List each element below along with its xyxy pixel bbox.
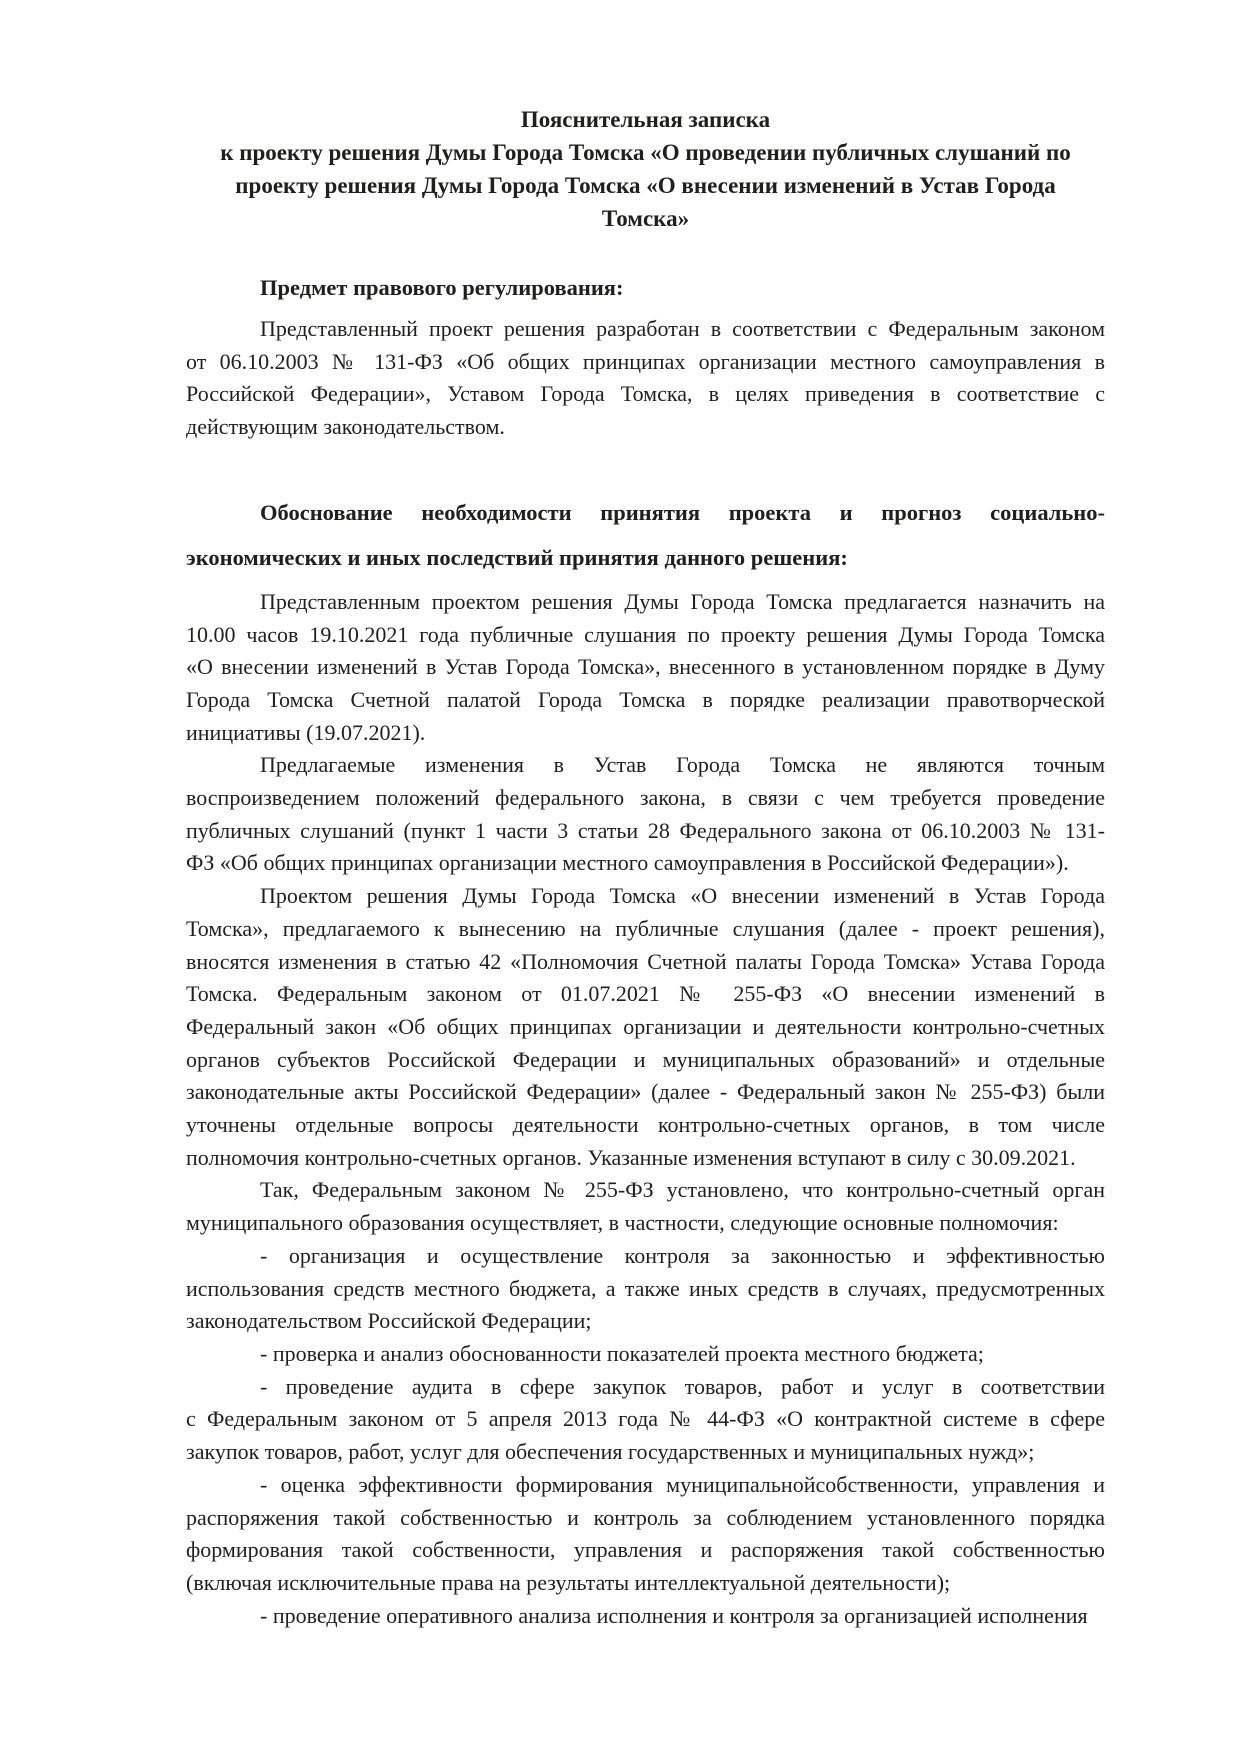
heading-line: экономических и иных последствий принятия данного решения: bbox=[186, 544, 848, 570]
text-line: Проектом решения Думы Города Томска «О внесении изменений в Устав Города bbox=[260, 883, 1105, 909]
paragraph bbox=[186, 1371, 1105, 1469]
title-line: к проекту решения Думы Города Томска «О проведении публичных слушаний по bbox=[220, 140, 1071, 165]
text-line: действующим законодательством. bbox=[186, 414, 505, 440]
text-line: Федеральный закон «Об общих принципах организации и деятельности контрольно-счетных bbox=[186, 1013, 1105, 1039]
text-line: «О внесении изменений в Устав Города Томска», внесенного в установленном порядке в Думу bbox=[186, 654, 1105, 680]
text-line: - проведение оперативного анализа исполнения и контроля за организацией исполнения bbox=[260, 1602, 1088, 1628]
text-line: (включая исключительные права на результаты интеллектуальной деятельности); bbox=[186, 1569, 951, 1595]
paragraph bbox=[186, 313, 1105, 444]
text-line: формирования такой собственности, управления и распоряжения такой собственностью bbox=[186, 1537, 1105, 1563]
text-line: - проведение аудита в сфере закупок товаров, работ и услуг в соответствии bbox=[260, 1373, 1105, 1399]
text-line: воспроизведением положений федерального закона, в связи с чем требуется проведение bbox=[186, 785, 1105, 811]
title-line: Томска» bbox=[601, 206, 690, 231]
text-line: от 06.10.2003 № 131-ФЗ «Об общих принципах организации местного самоуправления в bbox=[186, 348, 1105, 374]
text-line: муниципального образования осуществляет, в частности, следующие основные полномочия: bbox=[186, 1210, 1059, 1236]
section-heading bbox=[186, 271, 1105, 304]
paragraph bbox=[186, 1174, 1105, 1239]
text-line: Представленным проектом решения Думы Города Томска предлагается назначить на bbox=[260, 588, 1105, 614]
paragraph bbox=[186, 749, 1105, 880]
title-line: Пояснительная записка bbox=[520, 107, 771, 132]
paragraph bbox=[186, 880, 1105, 1174]
text-line: Города Томска Счетной палатой Города Томска в порядке реализации правотворческой bbox=[186, 686, 1105, 712]
text-line: полномочия контрольно-счетных органов. Указанные изменения вступают в силу с 30.09.2021. bbox=[186, 1144, 1076, 1170]
text-line: уточнены отдельные вопросы деятельности контрольно-счетных органов, в том числе bbox=[186, 1112, 1105, 1138]
text-line: с Федеральным законом от 5 апреля 2013 года № 44-ФЗ «О контрактной системе в сфере bbox=[186, 1406, 1105, 1432]
text-line: публичных слушаний (пункт 1 части 3 статьи 28 Федерального закона от 06.10.2003 № 131- bbox=[186, 817, 1105, 843]
text-line: Предлагаемые изменения в Устав Города Томска не являются точным bbox=[260, 752, 1105, 778]
paragraph bbox=[186, 586, 1105, 750]
text-line: 10.00 часов 19.10.2021 года публичные слушания по проекту решения Думы Города Томска bbox=[186, 621, 1105, 647]
text-line: Томска. Федеральным законом от 01.07.2021 № 255-ФЗ «О внесении изменений в bbox=[186, 981, 1105, 1007]
text-line: Российской Федерации», Уставом Города Томска, в целях приведения в соответствие с bbox=[186, 381, 1105, 407]
text-line: Так, Федеральным законом № 255-ФЗ установлено, что контрольно-счетный орган bbox=[260, 1177, 1105, 1203]
text-line: ФЗ «Об общих принципах организации местного самоуправления в Российской Федерации»). bbox=[186, 850, 1069, 876]
paragraph bbox=[186, 1338, 1105, 1371]
title-line: проекту решения Думы Города Томска «О внесении изменений в Устав Города bbox=[235, 173, 1056, 198]
text-line: использования средств местного бюджета, а также иных средств в случаях, предусмотренных bbox=[186, 1275, 1105, 1301]
document-content bbox=[186, 103, 1105, 1632]
section-heading bbox=[186, 490, 1105, 580]
paragraph bbox=[186, 1600, 1105, 1633]
paragraph bbox=[186, 1240, 1105, 1338]
text-line: Томска», предлагаемого к вынесению на публичные слушания (далее - проект решения), bbox=[186, 915, 1105, 941]
heading-line: Обоснование необходимости принятия проекта и прогноз социально- bbox=[260, 499, 1105, 525]
document-title bbox=[186, 103, 1105, 235]
text-line: - оценка эффективности формирования муниципальнойсобственности, управления и bbox=[260, 1471, 1105, 1497]
text-line: инициативы (19.07.2021). bbox=[186, 719, 426, 745]
text-line: законодательные акты Российской Федерации» (далее - Федеральный закон № 255-ФЗ) были bbox=[186, 1079, 1105, 1105]
text-line: законодательством Российской Федерации; bbox=[186, 1308, 592, 1334]
paragraph bbox=[186, 1469, 1105, 1600]
text-line: вносятся изменения в статью 42 «Полномочия Счетной палаты Города Томска» Устава Города bbox=[186, 948, 1105, 974]
heading-line: Предмет правового регулирования: bbox=[260, 275, 624, 300]
text-line: Представленный проект решения разработан в соответствии с Федеральным законом bbox=[260, 316, 1105, 341]
text-line: - проверка и анализ обоснованности показателей проекта местного бюджета; bbox=[260, 1340, 984, 1366]
text-line: закупок товаров, работ, услуг для обеспечения государственных и муниципальных нужд»; bbox=[186, 1439, 1035, 1465]
text-line: - организация и осуществление контроля за законностью и эффективностью bbox=[260, 1242, 1105, 1268]
text-line: распоряжения такой собственностью и контроль за соблюдением установленного порядка bbox=[186, 1504, 1105, 1530]
text-line: органов субъектов Российской Федерации и муниципальных образований» и отдельные bbox=[186, 1046, 1105, 1072]
